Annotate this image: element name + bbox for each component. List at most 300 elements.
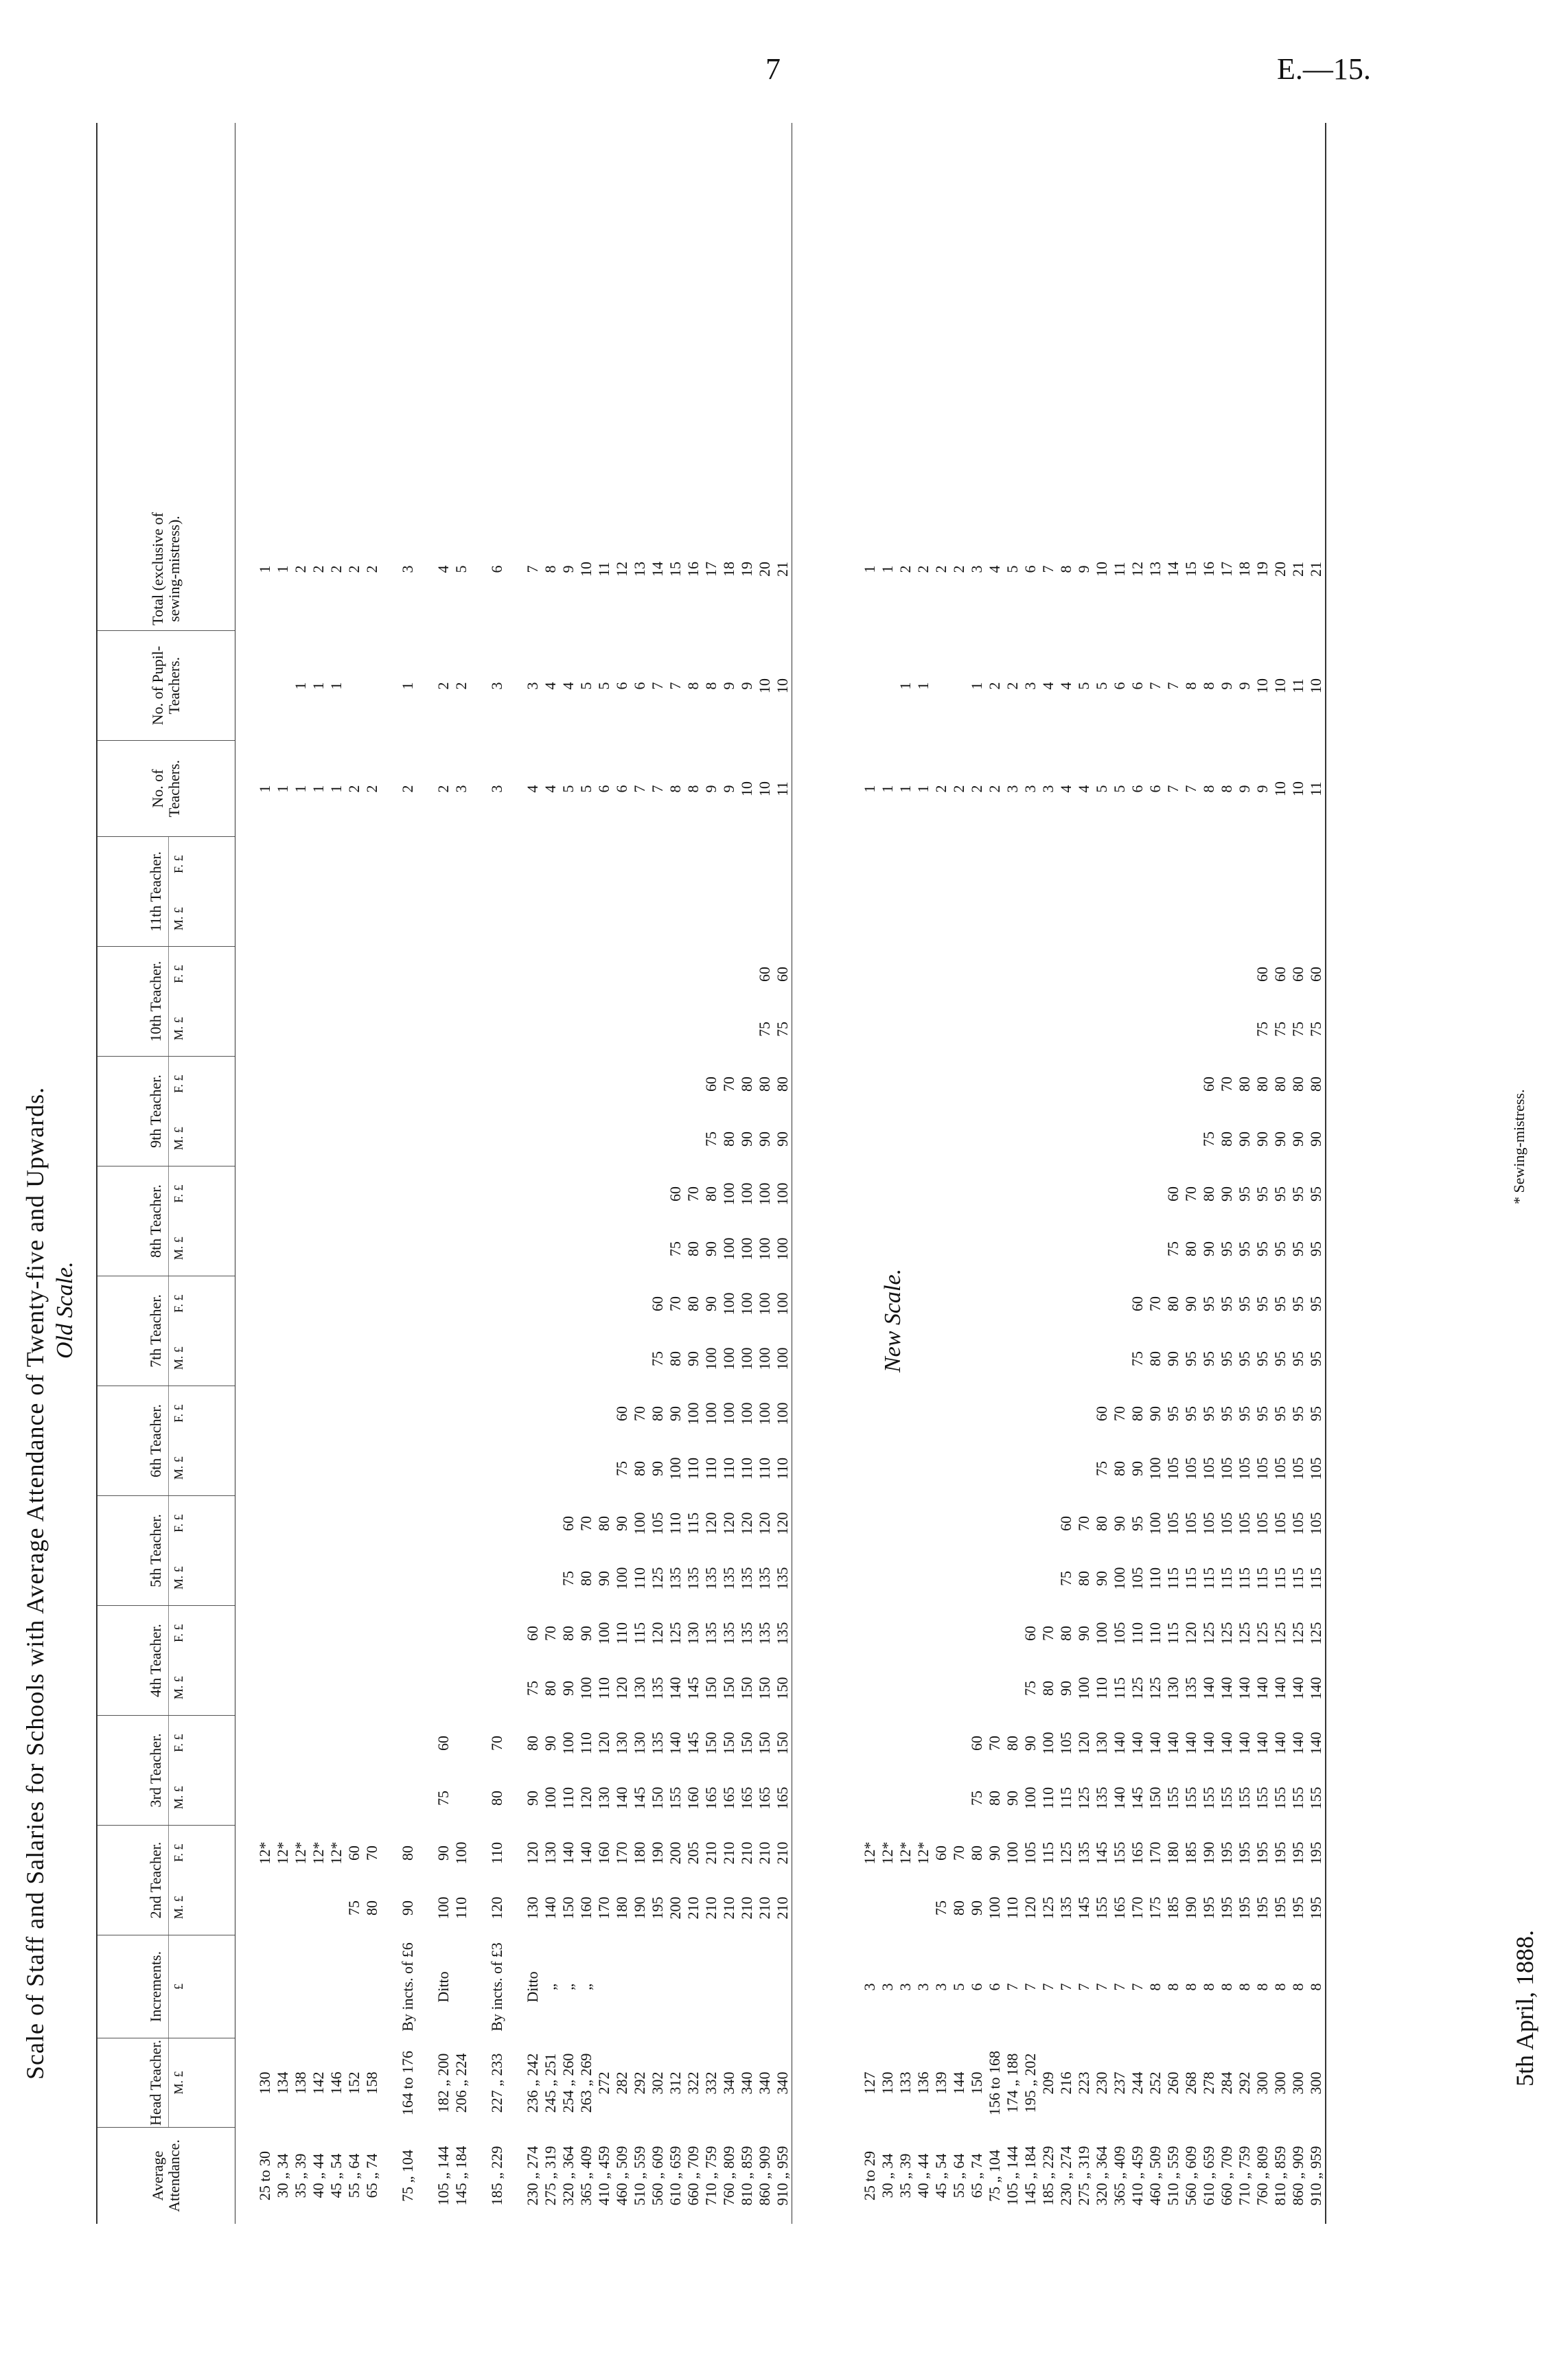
cell-no-pupil-teachers bbox=[256, 631, 274, 741]
cell-m2 bbox=[256, 1881, 274, 1935]
cell-f10 bbox=[1022, 947, 1039, 1002]
cell-attendance bbox=[417, 2128, 435, 2224]
cell-no-teachers: 7 bbox=[649, 785, 666, 793]
cell-f8 bbox=[968, 1166, 986, 1221]
cell-no-teachers: 5 bbox=[560, 785, 577, 793]
cell-m3 bbox=[381, 1771, 399, 1826]
cell-m5: 75 bbox=[1057, 1571, 1074, 1586]
cell-m6 bbox=[256, 1441, 274, 1496]
cell-m3: 155 bbox=[1164, 1786, 1181, 1810]
cell-f4: 135 bbox=[720, 1622, 737, 1645]
cell-m2: 195 bbox=[1236, 1896, 1253, 1920]
cell-m9 bbox=[1075, 1112, 1093, 1166]
cell-no-teachers: 1 bbox=[897, 785, 914, 793]
header-increments-text: Increments. bbox=[146, 1951, 164, 2023]
cell-increment: 7 bbox=[1057, 1983, 1074, 1991]
cell-f4: 70 bbox=[1039, 1626, 1057, 1641]
cell-f2: 12* bbox=[327, 1841, 345, 1865]
cell-m9: 80 bbox=[1218, 1131, 1235, 1147]
cell-m8: 95 bbox=[1307, 1241, 1324, 1256]
cell-f3 bbox=[327, 1716, 345, 1771]
cell-f5: 70 bbox=[1075, 1516, 1092, 1531]
header-no-pupil-text: No. of Pupil-Teachers. bbox=[149, 645, 183, 726]
cell-increment bbox=[720, 1935, 738, 2038]
cell-m6 bbox=[542, 1441, 560, 1496]
cell-f10 bbox=[1218, 947, 1236, 1002]
cell-total: 2 bbox=[345, 565, 362, 573]
table-row bbox=[1182, 123, 1200, 2224]
cell-no-teachers: 4 bbox=[1075, 785, 1092, 793]
cell-m7 bbox=[631, 1331, 649, 1386]
cell-m5 bbox=[542, 1551, 560, 1606]
cell-f3: 140 bbox=[1200, 1732, 1217, 1755]
cell-head-teacher: 292 bbox=[631, 2071, 648, 2095]
cell-attendance: 510 „ 559 bbox=[631, 2146, 648, 2206]
cell-no-teachers: 1 bbox=[310, 785, 327, 793]
cell-m9 bbox=[292, 1112, 310, 1166]
cell-m11 bbox=[381, 892, 399, 947]
cell-f3: 100 bbox=[560, 1732, 577, 1755]
cell-f2: 12* bbox=[256, 1841, 273, 1865]
cell-head-teacher: 245 „ 251 bbox=[542, 2053, 559, 2113]
cell-m10 bbox=[1022, 1002, 1039, 1057]
cell-f8: 95 bbox=[1307, 1186, 1324, 1202]
cell-f8 bbox=[310, 1166, 327, 1221]
cell-f10 bbox=[1111, 947, 1129, 1002]
cell-f8 bbox=[435, 1166, 452, 1221]
cell-m10 bbox=[1164, 1002, 1182, 1057]
cell-m11 bbox=[1111, 892, 1129, 947]
cell-f7: 95 bbox=[1271, 1296, 1289, 1311]
cell-f6 bbox=[1075, 1386, 1093, 1441]
cell-f6: 90 bbox=[1146, 1406, 1164, 1421]
cell-m6: 105 bbox=[1254, 1457, 1271, 1480]
cell-m8: 75 bbox=[1164, 1241, 1181, 1256]
cell-m3 bbox=[310, 1771, 327, 1826]
cell-f10 bbox=[435, 947, 452, 1002]
cell-f10 bbox=[310, 947, 327, 1002]
table-row bbox=[1057, 123, 1075, 2224]
header-3rd-teacher bbox=[97, 1716, 235, 1826]
cell-m7 bbox=[524, 1331, 542, 1386]
cell-f8 bbox=[1022, 1166, 1039, 1221]
cell-m4 bbox=[399, 1661, 417, 1716]
cell-increment: 7 bbox=[1004, 1983, 1021, 1991]
cell-m3 bbox=[506, 1771, 524, 1826]
cell-f8: 80 bbox=[702, 1186, 719, 1202]
cell-m10 bbox=[327, 1002, 345, 1057]
cell-m6 bbox=[1057, 1441, 1075, 1496]
cell-f6 bbox=[327, 1386, 345, 1441]
cell-m3: 140 bbox=[613, 1786, 630, 1810]
cell-m10 bbox=[1111, 1002, 1129, 1057]
cell-increment: 3 bbox=[879, 1983, 896, 1991]
cell-head-teacher: 156 to 168 bbox=[986, 2050, 1003, 2116]
cell-f5 bbox=[986, 1496, 1004, 1551]
cell-total: 19 bbox=[1254, 562, 1271, 577]
cell-f3 bbox=[256, 1716, 274, 1771]
cell-f2: 210 bbox=[720, 1841, 737, 1865]
cell-f11 bbox=[684, 837, 702, 892]
cell-f2: 195 bbox=[1271, 1841, 1289, 1865]
cell-f4: 125 bbox=[1200, 1622, 1217, 1645]
header-2nd-teacher bbox=[97, 1826, 235, 1935]
cell-f8 bbox=[488, 1166, 506, 1221]
cell-f8 bbox=[879, 1166, 897, 1221]
cell-f6 bbox=[1022, 1386, 1039, 1441]
cell-f2: 125 bbox=[1057, 1841, 1074, 1865]
cell-f11 bbox=[1146, 837, 1164, 892]
cell-m2: 190 bbox=[1182, 1896, 1199, 1920]
cell-m6 bbox=[560, 1441, 577, 1496]
cell-no-teachers: 3 bbox=[452, 785, 470, 793]
cell-increment bbox=[613, 1935, 631, 2038]
cell-m2: 210 bbox=[720, 1896, 737, 1920]
cell-f4: 110 bbox=[613, 1622, 630, 1645]
cell-f3: 105 bbox=[1057, 1732, 1074, 1755]
cell-m9 bbox=[327, 1112, 345, 1166]
cell-m5: 135 bbox=[702, 1567, 719, 1590]
cell-m11 bbox=[470, 892, 488, 947]
cell-m6: 80 bbox=[1111, 1461, 1128, 1476]
cell-m9 bbox=[950, 1112, 968, 1166]
cell-m11 bbox=[1307, 892, 1325, 947]
cell-m11 bbox=[968, 892, 986, 947]
table-row bbox=[399, 123, 417, 2224]
cell-f3: 80 bbox=[524, 1736, 541, 1751]
cell-m8 bbox=[417, 1221, 435, 1276]
cell-m2: 210 bbox=[738, 1896, 755, 1920]
cell-m8 bbox=[345, 1221, 363, 1276]
cell-m8 bbox=[292, 1221, 310, 1276]
cell-attendance: 75 „ 104 bbox=[399, 2150, 416, 2202]
cell-increment: 8 bbox=[1218, 1983, 1235, 1991]
cell-m3 bbox=[345, 1771, 363, 1826]
table-row bbox=[1218, 123, 1236, 2224]
header-total-text: Total (exclusive of sewing-mistress). bbox=[149, 512, 183, 625]
cell-m7 bbox=[613, 1331, 631, 1386]
cell-no-pupil-teachers bbox=[363, 631, 381, 741]
cell-m4: 135 bbox=[649, 1677, 666, 1700]
table-row bbox=[310, 123, 327, 2224]
cell-f9 bbox=[488, 1057, 506, 1112]
cell-f9 bbox=[861, 1057, 879, 1112]
cell-f9 bbox=[1111, 1057, 1129, 1112]
cell-m11 bbox=[861, 892, 879, 947]
cell-f11 bbox=[345, 837, 363, 892]
cell-f8 bbox=[274, 1166, 292, 1221]
cell-m5: 135 bbox=[774, 1567, 791, 1590]
cell-f6 bbox=[986, 1386, 1004, 1441]
cell-f7: 60 bbox=[1129, 1296, 1146, 1311]
cell-increment bbox=[417, 1935, 435, 2038]
table-row bbox=[542, 123, 560, 2224]
cell-f3 bbox=[861, 1716, 879, 1771]
table-row bbox=[897, 123, 914, 2224]
cell-m5 bbox=[1022, 1551, 1039, 1606]
cell-m3 bbox=[950, 1771, 968, 1826]
cell-m9 bbox=[879, 1112, 897, 1166]
cell-m9 bbox=[256, 1112, 274, 1166]
cell-head-teacher: 138 bbox=[292, 2071, 309, 2095]
header-8th-text: 8th Teacher. bbox=[146, 1184, 164, 1258]
cell-m11 bbox=[1218, 892, 1236, 947]
cell-m4: 140 bbox=[1271, 1677, 1289, 1700]
cell-m11 bbox=[1289, 892, 1307, 947]
cell-m3: 80 bbox=[488, 1791, 505, 1806]
document-date: 5th April, 1888. bbox=[1511, 1929, 1538, 2087]
cell-attendance: 40 „ 44 bbox=[914, 2153, 932, 2198]
cell-f9 bbox=[524, 1057, 542, 1112]
cell-m7 bbox=[488, 1331, 506, 1386]
cell-no-pupil-teachers: 6 bbox=[631, 682, 648, 690]
header-total bbox=[97, 507, 235, 631]
cell-f4: 90 bbox=[1075, 1626, 1092, 1641]
cell-m3 bbox=[932, 1771, 950, 1826]
cell-m6 bbox=[327, 1441, 345, 1496]
cell-m2: 175 bbox=[1146, 1896, 1164, 1920]
cell-f7 bbox=[861, 1276, 879, 1331]
cell-m11 bbox=[1004, 892, 1022, 947]
header-11th-text: 11th Teacher. bbox=[146, 851, 164, 932]
cell-f4 bbox=[256, 1606, 274, 1661]
cell-no-teachers bbox=[417, 741, 435, 837]
cell-f2: 205 bbox=[684, 1841, 702, 1865]
cell-m3 bbox=[256, 1771, 274, 1826]
cell-m10 bbox=[1039, 1002, 1057, 1057]
cell-m8 bbox=[613, 1221, 631, 1276]
cell-m8 bbox=[649, 1221, 667, 1276]
cell-f6 bbox=[595, 1386, 613, 1441]
cell-m3: 145 bbox=[1129, 1786, 1146, 1810]
cell-f2: 135 bbox=[1075, 1841, 1092, 1865]
cell-m2 bbox=[506, 1881, 524, 1935]
cell-m9 bbox=[1022, 1112, 1039, 1166]
cell-total: 5 bbox=[1004, 565, 1021, 573]
cell-m11 bbox=[399, 892, 417, 947]
cell-f10: 60 bbox=[1307, 967, 1324, 982]
cell-head-teacher: 146 bbox=[327, 2071, 345, 2095]
cell-f11 bbox=[435, 837, 452, 892]
cell-f5: 105 bbox=[1164, 1512, 1181, 1535]
cell-m10 bbox=[1093, 1002, 1111, 1057]
cell-attendance: 55 „ 64 bbox=[950, 2153, 967, 2198]
cell-m6 bbox=[292, 1441, 310, 1496]
cell-f4: 130 bbox=[684, 1622, 702, 1645]
cell-f9 bbox=[968, 1057, 986, 1112]
cell-m10 bbox=[950, 1002, 968, 1057]
cell-m5 bbox=[914, 1551, 932, 1606]
cell-m11 bbox=[345, 892, 363, 947]
cell-f2: 90 bbox=[435, 1846, 452, 1861]
table-row bbox=[292, 123, 310, 2224]
cell-m2: 185 bbox=[1164, 1896, 1181, 1920]
cell-attendance: 75 „ 104 bbox=[986, 2150, 1003, 2202]
cell-m3: 110 bbox=[1039, 1786, 1057, 1810]
cell-m11 bbox=[1022, 892, 1039, 947]
cell-no-teachers: 8 bbox=[667, 785, 684, 793]
cell-head-teacher: 340 bbox=[756, 2071, 773, 2095]
cell-m9 bbox=[452, 1112, 470, 1166]
cell-m11 bbox=[1271, 892, 1289, 947]
cell-head-teacher: 127 bbox=[861, 2071, 878, 2095]
cell-f3 bbox=[470, 1716, 488, 1771]
cell-f9 bbox=[292, 1057, 310, 1112]
cell-m4 bbox=[914, 1661, 932, 1716]
cell-m5: 115 bbox=[1289, 1567, 1306, 1590]
cell-f10 bbox=[524, 947, 542, 1002]
cell-f6: 70 bbox=[631, 1406, 648, 1421]
cell-attendance: 45 „ 54 bbox=[932, 2153, 949, 2198]
cell-f3: 100 bbox=[1039, 1732, 1057, 1755]
cell-m5: 115 bbox=[1271, 1567, 1289, 1590]
cell-m9: 90 bbox=[756, 1131, 773, 1147]
cell-f8: 100 bbox=[738, 1182, 755, 1206]
cell-increment: 8 bbox=[1271, 1983, 1289, 1991]
cell-f11 bbox=[1129, 837, 1146, 892]
cell-f10 bbox=[488, 947, 506, 1002]
cell-f6 bbox=[932, 1386, 950, 1441]
cell-f10 bbox=[667, 947, 684, 1002]
cell-f5: 115 bbox=[684, 1512, 702, 1535]
cell-m6 bbox=[381, 1441, 399, 1496]
cell-f10 bbox=[542, 947, 560, 1002]
cell-m11 bbox=[595, 892, 613, 947]
cell-no-pupil-teachers: 4 bbox=[560, 682, 577, 690]
cell-m6: 105 bbox=[1218, 1457, 1235, 1480]
cell-head-teacher: 340 bbox=[738, 2071, 755, 2095]
cell-m10: 75 bbox=[1271, 1022, 1289, 1037]
cell-m11 bbox=[1129, 892, 1146, 947]
cell-m10 bbox=[649, 1002, 667, 1057]
cell-f7: 95 bbox=[1254, 1296, 1271, 1311]
cell-f2 bbox=[381, 1826, 399, 1881]
cell-m8 bbox=[256, 1221, 274, 1276]
cell-m6: 75 bbox=[1093, 1461, 1110, 1476]
cell-head-teacher: 230 bbox=[1093, 2071, 1110, 2095]
cell-attendance: 145 „ 184 bbox=[452, 2146, 470, 2206]
cell-f7 bbox=[914, 1276, 932, 1331]
cell-f6 bbox=[897, 1386, 914, 1441]
cell-f3 bbox=[345, 1716, 363, 1771]
cell-f6 bbox=[435, 1386, 452, 1441]
cell-m4: 140 bbox=[1254, 1677, 1271, 1700]
cell-m5 bbox=[1004, 1551, 1022, 1606]
cell-m7 bbox=[1075, 1331, 1093, 1386]
cell-f5: 105 bbox=[1200, 1512, 1217, 1535]
cell-m3 bbox=[292, 1771, 310, 1826]
cell-m4 bbox=[435, 1661, 452, 1716]
cell-no-teachers: 1 bbox=[879, 785, 896, 793]
cell-f4 bbox=[950, 1606, 968, 1661]
cell-f10 bbox=[986, 947, 1004, 1002]
cell-m3: 155 bbox=[1236, 1786, 1253, 1810]
cell-no-teachers: 3 bbox=[488, 785, 505, 793]
cell-f6: 95 bbox=[1182, 1406, 1199, 1421]
cell-m7: 80 bbox=[667, 1351, 684, 1366]
cell-m11 bbox=[1146, 892, 1164, 947]
table-row bbox=[506, 123, 524, 2224]
cell-f8 bbox=[363, 1166, 381, 1221]
cell-m6: 90 bbox=[1129, 1461, 1146, 1476]
cell-total: 19 bbox=[738, 562, 755, 577]
cell-m6 bbox=[968, 1441, 986, 1496]
cell-f5 bbox=[310, 1496, 327, 1551]
cell-f9: 80 bbox=[738, 1077, 755, 1092]
cell-m7 bbox=[932, 1331, 950, 1386]
cell-no-teachers: 1 bbox=[861, 785, 878, 793]
cell-f10 bbox=[327, 947, 345, 1002]
cell-f8 bbox=[452, 1166, 470, 1221]
cell-attendance: 510 „ 559 bbox=[1164, 2146, 1181, 2206]
cell-f2: 12* bbox=[292, 1841, 309, 1865]
cell-f9 bbox=[595, 1057, 613, 1112]
cell-total: 10 bbox=[577, 562, 595, 577]
cell-head-teacher: 158 bbox=[363, 2071, 380, 2095]
cell-f9 bbox=[417, 1057, 435, 1112]
cell-m4: 140 bbox=[1236, 1677, 1253, 1700]
cell-f4 bbox=[506, 1606, 524, 1661]
table-row bbox=[950, 123, 968, 2224]
cell-f3 bbox=[897, 1716, 914, 1771]
cell-increment bbox=[595, 1935, 613, 2038]
cell-f3 bbox=[452, 1716, 470, 1771]
cell-f5: 105 bbox=[1236, 1512, 1253, 1535]
old-scale-label: Old Scale. bbox=[52, 1261, 78, 1359]
cell-no-pupil-teachers: 9 bbox=[720, 682, 737, 690]
cell-increment bbox=[774, 1935, 792, 2038]
cell-f11 bbox=[986, 837, 1004, 892]
cell-head-teacher: 237 bbox=[1111, 2071, 1128, 2095]
cell-increment: „ bbox=[577, 1984, 595, 1990]
cell-f11 bbox=[1307, 837, 1325, 892]
cell-m10 bbox=[702, 1002, 720, 1057]
header-f: F. £ bbox=[171, 1294, 185, 1313]
cell-f11 bbox=[613, 837, 631, 892]
cell-m2: 130 bbox=[524, 1896, 541, 1920]
cell-m8: 95 bbox=[1289, 1241, 1306, 1256]
cell-m5 bbox=[950, 1551, 968, 1606]
cell-f3 bbox=[274, 1716, 292, 1771]
cell-m3: 90 bbox=[1004, 1791, 1021, 1806]
cell-f8 bbox=[1075, 1166, 1093, 1221]
cell-no-pupil-teachers: 8 bbox=[1182, 682, 1199, 690]
cell-m3: 115 bbox=[1057, 1786, 1074, 1810]
cell-no-pupil-teachers: 1 bbox=[310, 682, 327, 690]
cell-f2: 195 bbox=[1236, 1841, 1253, 1865]
cell-m9 bbox=[506, 1112, 524, 1166]
cell-f3: 110 bbox=[577, 1732, 595, 1755]
cell-m5: 135 bbox=[667, 1567, 684, 1590]
cell-no-teachers bbox=[470, 741, 488, 837]
cell-f9 bbox=[345, 1057, 363, 1112]
cell-m8 bbox=[914, 1221, 932, 1276]
cell-f10 bbox=[1200, 947, 1218, 1002]
cell-f2: 210 bbox=[774, 1841, 791, 1865]
cell-f5: 105 bbox=[649, 1512, 666, 1535]
cell-no-teachers: 3 bbox=[1039, 785, 1057, 793]
cell-m11 bbox=[702, 892, 720, 947]
cell-m5 bbox=[488, 1551, 506, 1606]
cell-f2: 100 bbox=[1004, 1841, 1021, 1865]
cell-attendance: 365 „ 409 bbox=[1111, 2146, 1128, 2206]
cell-attendance: 610 „ 659 bbox=[1200, 2146, 1217, 2206]
cell-f4: 135 bbox=[702, 1622, 719, 1645]
cell-f5 bbox=[435, 1496, 452, 1551]
cell-f8 bbox=[1146, 1166, 1164, 1221]
cell-m4: 150 bbox=[774, 1677, 791, 1700]
cell-m2: 145 bbox=[1075, 1896, 1092, 1920]
